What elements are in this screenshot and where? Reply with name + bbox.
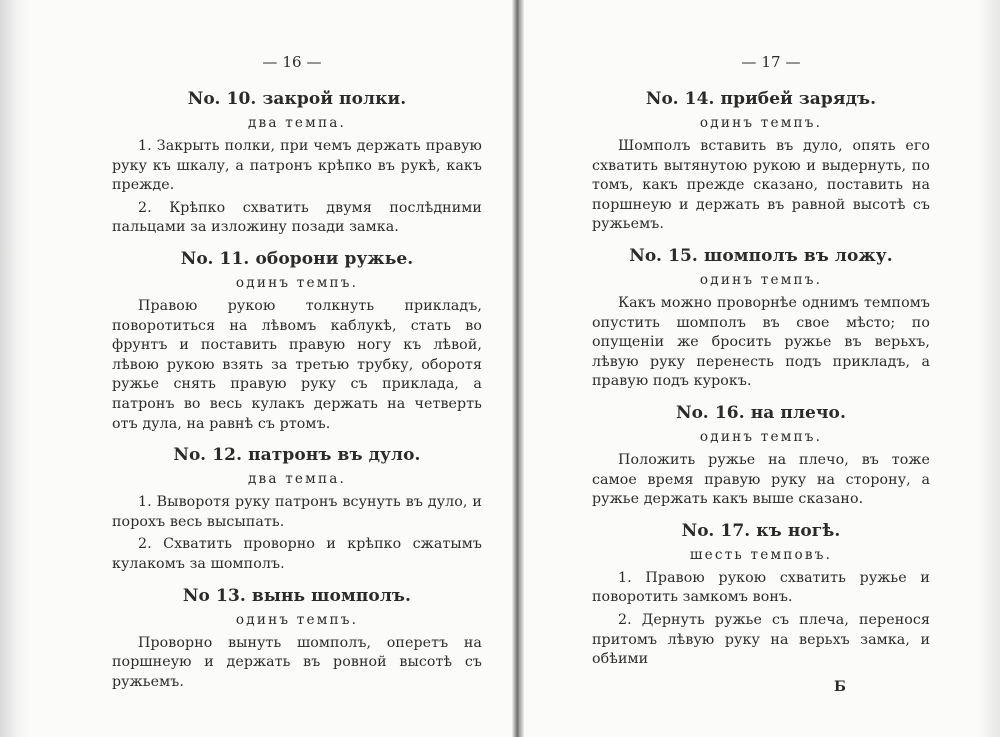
section-no-11 [112,248,482,434]
section-no-10 [112,88,482,238]
section-heading: No. 15. шомполъ въ ложу. [629,245,893,266]
section-no-12 [112,444,482,574]
signature-mark: Б [833,678,847,695]
section-no-14 [592,88,930,235]
section-tempo: одинъ темпъ. [699,271,823,288]
section-tempo: два темпа. [247,115,347,131]
section-tempo: шесть темповъ. [689,546,833,563]
paragraph: Правою рукою толкнуть прикладъ, поворотиться на лѣвомъ каблукѣ, стать во фрунтъ и поставить правую ногу къ лѣвой, лѣвою рукою взять за третью трубку, оборотя ружье снять правую руку съ приклада, а патронъ во весь кулакъ держать на четверть отъ дула, на равнѣ съ ртомъ. [112,297,482,432]
section-tempo: одинъ темпъ. [699,115,823,131]
section-heading: No. 14. прибей зарядъ. [645,89,877,109]
paragraph: Положить ружье на плечо, въ тоже самое время правую руку на сторону, а ружье держать какъ выше сказано. [592,451,930,508]
paragraph: 2. Схватить проворно и крѣпко сжатымъ кулакомъ за шомполъ. [112,536,482,572]
section-tempo: одинъ темпъ. [235,611,359,628]
section-no-13 [112,585,482,693]
section-no-16 [592,402,930,510]
book-gutter [512,0,524,737]
page-number: — 17 — [741,53,801,71]
section-heading: No 13. вынь шомполъ. [182,585,412,606]
section-heading: No. 12. патронъ въ дуло. [173,445,421,466]
paragraph: 2. Крѣпко схватить двумя послѣдними пальцами за изложину позади замка. [112,199,482,236]
paragraph: Шомполъ вставить въ дуло, опять его схватить вытянутою рукою и выдернуть, по томъ, какъ прежде сказано, поставить на поршнеую и держать въ равной высотѣ съ ружьемъ. [592,138,930,233]
paragraph: Проворно вынуть шомполъ, оперетъ на поршнеую и держать въ ровной высотѣ съ ружьемъ. [112,634,482,690]
section-tempo: одинъ темпъ. [699,428,823,445]
page-number: — 16 — [262,53,322,71]
section-tempo: два темпа. [247,471,347,488]
left-page [112,52,482,702]
right-page [592,52,930,695]
paragraph: 1. Закрыть полки, при чемъ держать правую руку къ шкалу, а патронъ крѣпко въ рукѣ, какъ прежде. [112,138,482,194]
section-tempo: одинъ темпъ. [235,274,359,291]
scan-right-edge [978,0,1000,737]
section-no-17 [592,520,930,670]
section-heading: No. 10. закрой полки. [187,89,407,109]
section-heading: No. 16. на плечо. [676,402,846,423]
paragraph: 1. Выворотя руку патронъ всунуть въ дуло, и порохъ весь высыпать. [112,494,482,530]
section-heading: No. 17. къ ногѣ. [681,520,841,541]
section-no-15 [592,245,930,392]
paragraph: Какъ можно проворнѣе однимъ темпомъ опустить шомполъ въ свое мѣсто; по опущенiи же бросить ружье въ верьхъ, лѣвую руку перенесть подъ прикладъ, а правую подъ курокъ. [592,294,930,390]
paragraph: 1. Правою рукою схватить ружье и поворотить замкомъ вонъ. [592,569,930,606]
section-heading: No. 11. оборони ружье. [180,248,414,269]
scan-left-edge [0,0,30,737]
paragraph: 2. Дернуть ружье съ плеча, перенося притомъ лѣвую руку на верьхъ замка, и обѣими [592,611,930,668]
